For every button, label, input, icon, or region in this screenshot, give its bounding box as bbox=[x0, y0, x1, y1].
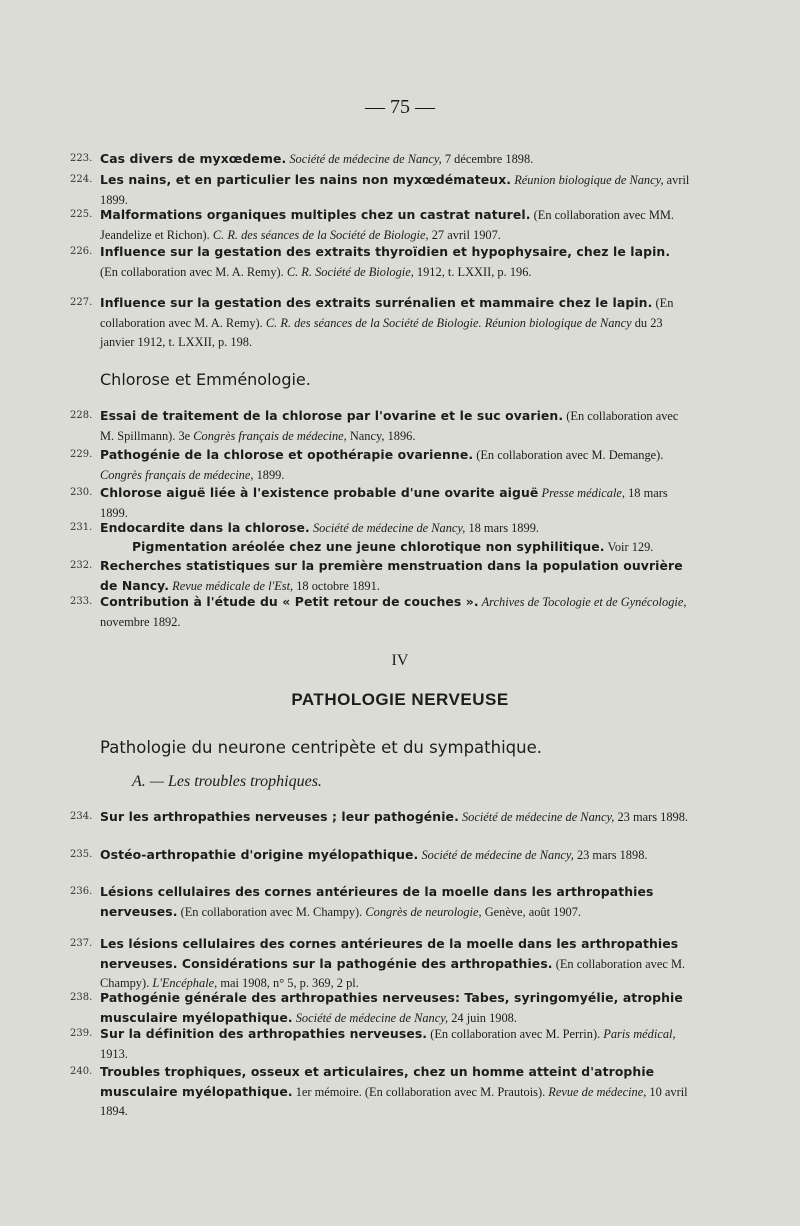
entry-details: 18 mars 1899. bbox=[100, 486, 668, 520]
entry-number: 228. bbox=[70, 410, 93, 421]
entry-title: Influence sur la gestation des extraits surrénalien et mammaire chez le lapin. bbox=[100, 295, 653, 310]
entry-source: L'Encéphale, bbox=[152, 976, 218, 990]
entry-title: Lésions cellulaires des cornes antérieures de la moelle dans les arthropathies nerveuses. bbox=[100, 884, 654, 919]
bibliography-entry bbox=[70, 846, 690, 866]
entry-title: Sur la définition des arthropathies nerveuses. bbox=[100, 1026, 428, 1041]
entry-title: Ostéo-arthropathie d'origine myélopathique. bbox=[100, 847, 419, 862]
entry-number: 237. bbox=[70, 938, 93, 949]
entry-number: 234. bbox=[70, 811, 93, 822]
bibliography-entry bbox=[70, 557, 690, 596]
entry-source: Congrès français de médecine, bbox=[193, 428, 347, 443]
entry-source: Congrès de neurologie, bbox=[365, 904, 482, 919]
bibliography-entry bbox=[70, 171, 690, 210]
entry-details: (En collaboration avec M. Champy). bbox=[100, 956, 686, 990]
bibliography-entry bbox=[70, 989, 690, 1028]
bibliography-entry bbox=[70, 1025, 690, 1064]
entry-source: Congrès français de médecine, bbox=[100, 467, 254, 482]
entry-source: C. R. des séances de la Société de Biologie, bbox=[212, 227, 429, 242]
part-number: IV bbox=[391, 652, 409, 669]
entry-title: Endocardite dans la chlorose. bbox=[100, 520, 310, 535]
entry-title: Sur les arthropathies nerveuses ; leur pathogénie. bbox=[100, 809, 459, 824]
entry-details: 7 décembre 1898. bbox=[441, 152, 534, 166]
entry-details: Nancy, 1896. bbox=[346, 428, 416, 443]
entry-details: du 23 janvier 1912, t. LXXII, p. 198. bbox=[100, 315, 663, 349]
entry-source: Société de médecine de Nancy, bbox=[286, 152, 442, 166]
bibliography-entry bbox=[70, 883, 690, 922]
entry-source: Revue de médecine, bbox=[548, 1084, 647, 1099]
entry-title: Recherches statistiques sur la première menstruation dans la population ouvrière de Nancy. bbox=[100, 558, 683, 593]
bibliography-entry bbox=[70, 150, 690, 170]
entry-number: 224. bbox=[70, 174, 93, 185]
entry-details: (En collaboration avec M. A. Remy). bbox=[100, 296, 674, 330]
entry-number: 236. bbox=[70, 886, 93, 897]
entry-source: C. R. Société de Biologie, bbox=[286, 264, 414, 279]
entry-details: Voir 129. bbox=[604, 540, 654, 554]
entry-number: 226. bbox=[70, 246, 93, 257]
entry-title: Contribution à l'étude du « Petit retour de couches ». bbox=[100, 594, 479, 609]
entry-title: Pathogénie de la chlorose et opothérapie ovarienne. bbox=[100, 447, 474, 462]
entry-source: Société de médecine de Nancy, bbox=[418, 848, 574, 862]
entry-source: Société de médecine de Nancy, bbox=[458, 810, 615, 824]
entry-source: Société de médecine de Nancy, bbox=[309, 521, 466, 535]
bibliography-entry bbox=[70, 935, 690, 994]
entry-title: Malformations organiques multiples chez un castrat naturel. bbox=[100, 207, 531, 222]
entry-details: (En collaboration avec MM. Jeandelize et Richon). bbox=[100, 208, 675, 242]
bibliography-entry bbox=[70, 243, 690, 282]
bibliography-entry bbox=[70, 294, 690, 353]
entry-details: (En collaboration avec M. Perrin). bbox=[427, 1027, 604, 1041]
entry-details: 10 avril 1894. bbox=[100, 1084, 688, 1118]
entry-details: (En collaboration avec M. Champy). bbox=[177, 904, 366, 919]
entry-source: Presse médicale, bbox=[538, 486, 625, 500]
bibliography-entry bbox=[70, 1063, 690, 1122]
subsection-heading: A. — Les troubles trophiques. bbox=[132, 773, 322, 790]
entry-details: Genève, août 1907. bbox=[481, 904, 582, 919]
entry-number: 223. bbox=[70, 153, 93, 164]
entry-number: 233. bbox=[70, 596, 93, 607]
entry-source: C. R. des séances de la Société de Biologie. Réunion biologique de Nancy bbox=[265, 315, 632, 330]
section-heading-neurone: Pathologie du neurone centripète et du sympathique. bbox=[100, 738, 542, 757]
bibliography-entry bbox=[70, 593, 690, 632]
entry-source: Paris médical, bbox=[603, 1027, 676, 1041]
entry-details: 1912, t. LXXII, p. 196. bbox=[413, 264, 532, 279]
entry-title: Pigmentation aréolée chez une jeune chlorotique non syphilitique. bbox=[132, 539, 605, 554]
entry-title: Troubles trophiques, osseux et articulaires, chez un homme atteint d'atrophie musculaire myélopathique. bbox=[100, 1064, 655, 1099]
entry-details: 18 mars 1899. bbox=[465, 521, 539, 535]
entry-number: 235. bbox=[70, 849, 93, 860]
entry-number: 239. bbox=[70, 1028, 93, 1039]
entry-title: Les nains, et en particulier les nains non myxœdémateux. bbox=[100, 172, 512, 187]
entry-number: 240. bbox=[70, 1066, 93, 1077]
part-title: PATHOLOGIE NERVEUSE bbox=[291, 690, 509, 709]
entry-number: 232. bbox=[70, 560, 93, 571]
bibliography-entry bbox=[70, 407, 690, 446]
entry-title: Pathogénie générale des arthropathies nerveuses: Tabes, syringomyélie, atrophie musculaire myélopathique. bbox=[100, 990, 683, 1025]
section-heading-chlorose: Chlorose et Emménologie. bbox=[100, 370, 311, 389]
entry-title: Cas divers de myxœdeme. bbox=[100, 151, 287, 166]
entry-title: Chlorose aiguë liée à l'existence probable d'une ovarite aiguë bbox=[100, 485, 539, 500]
bibliography-entry bbox=[70, 484, 690, 523]
page-number: — 75 — bbox=[365, 96, 435, 118]
entry-details: (En collaboration avec M. Spillmann). 3e bbox=[100, 409, 679, 443]
entry-title: Les lésions cellulaires des cornes antérieures de la moelle dans les arthropathies nerveuses. Considérations sur la pathogénie des arthropathies. bbox=[100, 936, 679, 971]
entry-title: Influence sur la gestation des extraits thyroïdien et hypophysaire, chez le lapin. bbox=[100, 244, 671, 259]
entry-number: 230. bbox=[70, 487, 93, 498]
entry-details: mai 1908, n° 5, p. 369, 2 pl. bbox=[217, 976, 359, 990]
entry-details: 24 juin 1908. bbox=[448, 1010, 517, 1025]
entry-number: 225. bbox=[70, 209, 93, 220]
entry-source: Société de médecine de Nancy, bbox=[292, 1010, 449, 1025]
bibliography-entry bbox=[70, 446, 690, 485]
entry-details: 18 octobre 1891. bbox=[293, 578, 380, 593]
entry-details: 1913. bbox=[100, 1046, 128, 1061]
bibliography-entry bbox=[70, 519, 690, 539]
entry-source: Archives de Tocologie et de Gynécologie, bbox=[478, 595, 687, 609]
bibliography-entry bbox=[70, 808, 690, 828]
entry-number: 227. bbox=[70, 297, 93, 308]
bibliography-entry bbox=[70, 206, 690, 245]
entry-title: Essai de traitement de la chlorose par l'ovarine et le suc ovarien. bbox=[100, 408, 564, 423]
entry-details: 23 mars 1898. bbox=[573, 848, 648, 862]
entry-details: 1899. bbox=[253, 467, 285, 482]
entry-number: 231. bbox=[70, 522, 93, 533]
entry-details: 23 mars 1898. bbox=[614, 810, 689, 824]
entry-details: novembre 1892. bbox=[100, 614, 181, 629]
entry-details: avril 1899. bbox=[100, 173, 690, 207]
entry-number: 229. bbox=[70, 449, 93, 460]
entry-details: (En collaboration avec M. A. Remy). bbox=[100, 264, 287, 279]
entry-source: Réunion biologique de Nancy, bbox=[511, 173, 664, 187]
entry-details: (En collaboration avec M. Demange). bbox=[473, 448, 664, 462]
entry-source: Revue médicale de l'Est, bbox=[169, 578, 294, 593]
entry-details: 27 avril 1907. bbox=[428, 227, 501, 242]
entry-details: 1er mémoire. (En collaboration avec M. Prautois). bbox=[292, 1084, 549, 1099]
bibliography-entry bbox=[100, 538, 722, 558]
entry-number: 238. bbox=[70, 992, 93, 1003]
